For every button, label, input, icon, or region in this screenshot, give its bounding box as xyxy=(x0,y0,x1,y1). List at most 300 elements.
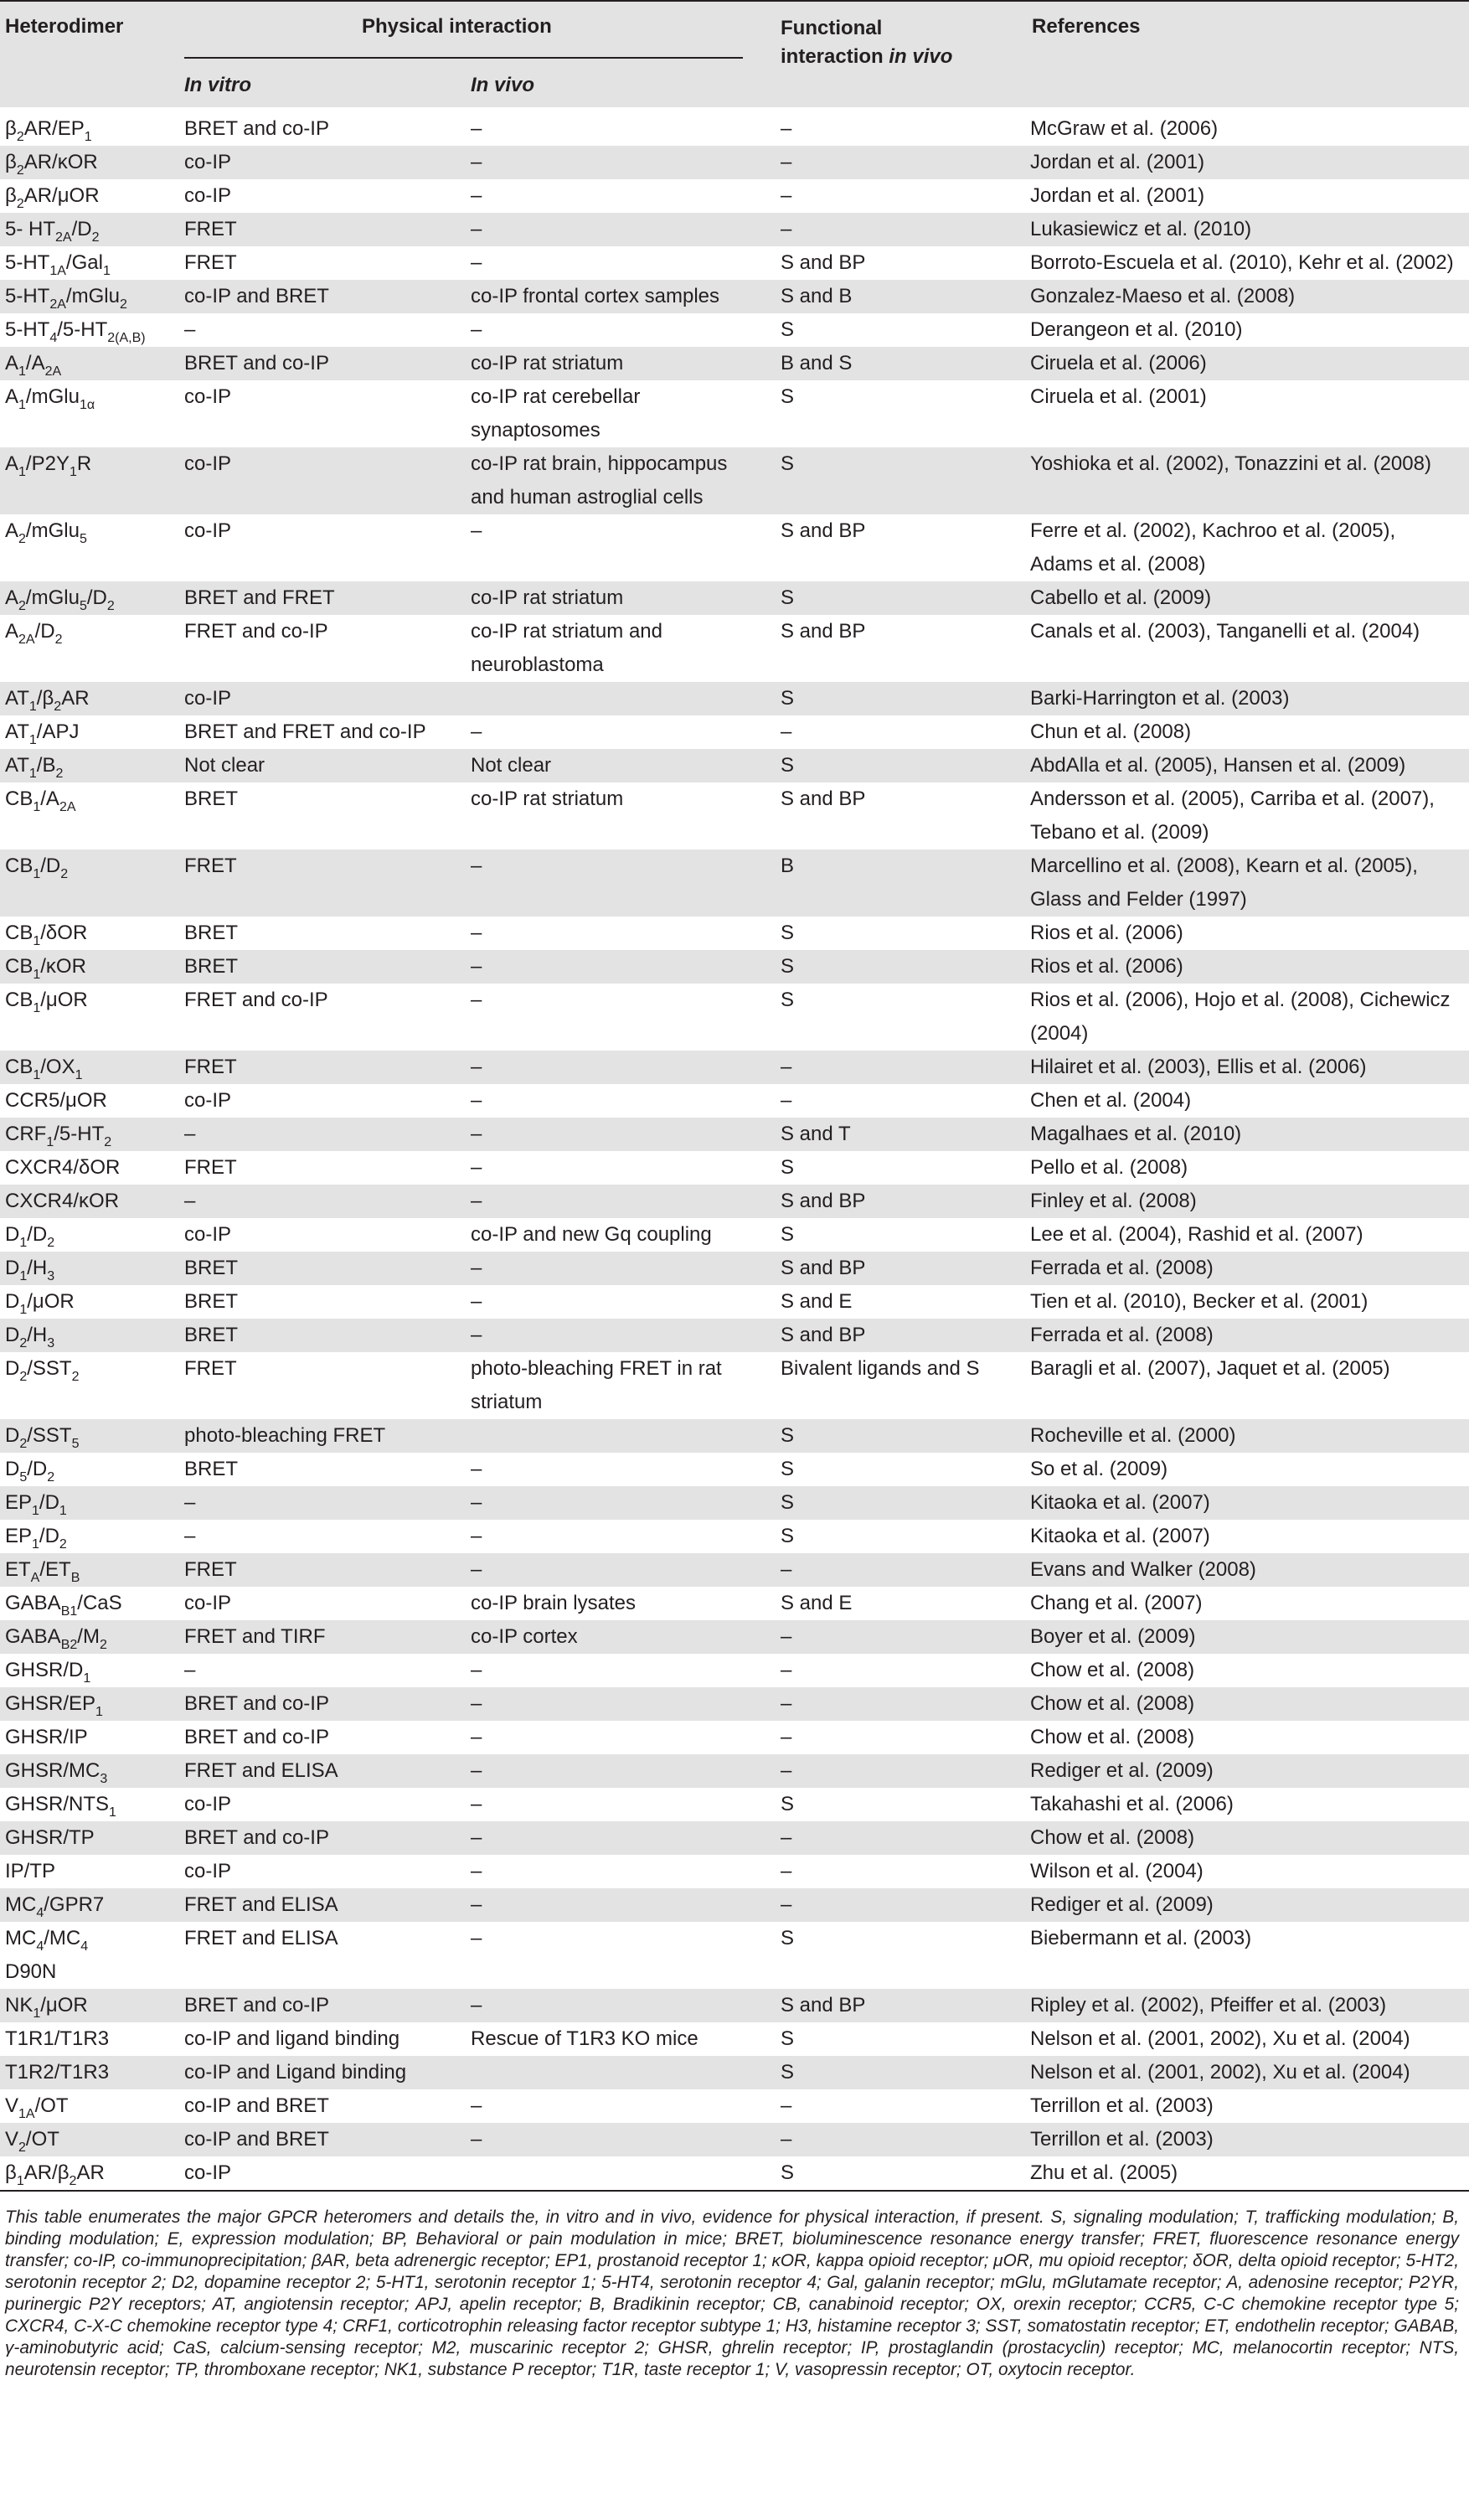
cell-references: Rios et al. (2006) xyxy=(1030,950,1469,984)
cell-references: Rocheville et al. (2000) xyxy=(1030,1419,1469,1453)
table-row xyxy=(0,615,1469,682)
cell-functional: S xyxy=(781,1223,795,1246)
table-row xyxy=(0,146,1469,179)
cell-in-vitro: BRET xyxy=(184,922,239,944)
cell-in-vitro: BRET and co-IP xyxy=(184,1726,329,1748)
cell-in-vivo: – xyxy=(471,146,781,179)
table-row xyxy=(0,1352,1469,1419)
cell-in-vitro: – xyxy=(184,318,196,341)
cell-heterodimer: CXCR4/δOR xyxy=(5,1156,121,1179)
table-header xyxy=(0,0,1469,107)
table-footnote: This table enumerates the major GPCR heteromers and details the, in vitro and in vivo, evidence for physical interaction, if present. S, signaling modulation; T, trafficking modulation; B, binding modulation; E, expression modulation; BP, Behavioral or pain modulation in mice; BRET, bioluminescence resonance energy transfer; FRET, fluorescence resonance energy transfer; co-IP, co-immunoprecipitation; βAR, beta adrenergic receptor; EP1, prostanoid receptor 1; κOR, kappa opioid receptor; μOR, mu opioid receptor; δOR, delta opioid receptor; 5-HT2, serotonin receptor 2; D2, dopamine receptor 2; 5-HT1, serotonin receptor 1; 5-HT4, serotonin receptor 4; Gal, galanin receptor; mGlu, mGlutamate receptor; A, adenosine receptor; P2YR, purinergic P2Y receptors; AT, angiotensin receptor; APJ, apelin receptor; B, Bradikinin receptor; CB, canabinoid receptor; OX, orexin receptor; CCR5, C-C chemokine receptor type 5; CXCR4, C-X-C chemokine receptor type 4; CRF1, corticotrophin releasing factor receptor subtype 1; H3, histamine receptor 3; SST, somatostatin receptor; ET, endothelin receptor; GABAB, γ-aminobutyric acid; CaS, calcium-sensing receptor; M2, muscarinic receptor 2; GHSR, ghrelin receptor; IP, prostaglandin (prostacyclin) receptor; MC, melanocortin receptor; NTS, neurotensin receptor; TP, thromboxane receptor; NK1, substance P receptor; T1R, taste receptor 1; V, vasopressin receptor; OT, oxytocin receptor. xyxy=(5,2208,1460,2379)
cell-references: Chow et al. (2008) xyxy=(1030,1687,1469,1721)
cell-in-vitro: FRET and co-IP xyxy=(184,989,328,1011)
cell-functional: S xyxy=(781,1927,795,1949)
heterodimer-table xyxy=(0,107,1469,2190)
cell-in-vivo: – xyxy=(471,2094,482,2117)
table-row xyxy=(0,1989,1469,2022)
table-row xyxy=(0,2089,1469,2123)
cell-in-vivo: co-IP and new Gq coupling xyxy=(471,1223,712,1246)
cell-functional: S xyxy=(781,1525,795,1547)
table-row xyxy=(0,347,1469,380)
cell-heterodimer: $5-HT_{2A}/mGlu_2$ xyxy=(0,280,184,313)
cell-heterodimer: $GABA_{B1}$/CaS xyxy=(5,1592,122,1619)
table-row xyxy=(0,1419,1469,1453)
cell-functional: S xyxy=(781,1486,1030,1520)
cell-in-vivo: co-IP rat brain, hippocampus and human astroglial cells xyxy=(471,447,781,514)
cell-in-vitro: co-IP xyxy=(184,385,232,408)
cell-heterodimer: CXCR4/κOR xyxy=(0,1185,184,1218)
table-row xyxy=(0,1319,1469,1352)
cell-functional: S and BP xyxy=(781,1319,1030,1352)
table-row xyxy=(0,1151,1469,1185)
cell-functional: – xyxy=(781,1687,1030,1721)
cell-references: Rios et al. (2006), Hojo et al. (2008), Cichewicz (2004) xyxy=(1030,989,1451,1045)
cell-references: Nelson et al. (2001, 2002), Xu et al. (2004) xyxy=(1030,2027,1410,2050)
cell-functional: S xyxy=(781,1793,795,1815)
cell-heterodimer: GHSR/TP xyxy=(0,1821,184,1855)
cell-references: Lee et al. (2004), Rashid et al. (2007) xyxy=(1030,1223,1363,1246)
cell-heterodimer: $D_1/H_3$ xyxy=(0,1252,184,1285)
table-row xyxy=(0,1218,1469,1252)
table-row xyxy=(0,1788,1469,1821)
cell-heterodimer: $\beta_1AR/\beta_2AR$ xyxy=(5,2161,105,2188)
cell-heterodimer: $A_2/mGlu_5/D_2$ xyxy=(0,581,184,615)
cell-heterodimer: T1R1/T1R3 xyxy=(5,2027,110,2050)
cell-in-vivo: – xyxy=(471,184,482,207)
table-row xyxy=(0,715,1469,749)
cell-in-vivo: – xyxy=(471,1793,482,1815)
cell-in-vivo: – xyxy=(471,117,482,140)
cell-heterodimer: $CB_1/OX_1$ xyxy=(0,1051,184,1084)
cell-functional: S xyxy=(781,2027,795,2050)
cell-functional: – xyxy=(781,1089,792,1112)
cell-references: Ripley et al. (2002), Pfeiffer et al. (2003) xyxy=(1030,1989,1469,2022)
cell-references: Magalhaes et al. (2010) xyxy=(1030,1118,1469,1151)
cell-heterodimer: $V_2/OT$ xyxy=(0,2123,184,2156)
cell-heterodimer: $NK_1$/μOR xyxy=(0,1989,184,2022)
cell-in-vivo xyxy=(471,1419,781,1453)
table-row xyxy=(0,950,1469,984)
cell-in-vivo: Not clear xyxy=(471,749,781,782)
cell-references: Chen et al. (2004) xyxy=(1030,1089,1192,1112)
cell-in-vitro: BRET xyxy=(184,788,239,810)
table-row xyxy=(0,1084,1469,1118)
table-row xyxy=(0,514,1469,581)
cell-functional: – xyxy=(781,1553,1030,1587)
cell-references: Jordan et al. (2001) xyxy=(1030,184,1205,207)
table-row xyxy=(0,1453,1469,1486)
cell-in-vitro: co-IP xyxy=(184,447,471,514)
cell-in-vitro: FRET xyxy=(184,849,471,917)
cell-heterodimer: $A_1/mGlu_{1\alpha}$ xyxy=(5,385,95,412)
cell-heterodimer: $D_2/H_3$ xyxy=(0,1319,184,1352)
cell-heterodimer: $ET_A/ET_B$ xyxy=(0,1553,184,1587)
cell-in-vitro: co-IP and BRET xyxy=(184,2123,471,2156)
cell-in-vitro: co-IP xyxy=(184,519,232,542)
table-row xyxy=(0,2123,1469,2156)
cell-in-vitro: co-IP and BRET xyxy=(184,280,471,313)
cell-functional: – xyxy=(781,1659,792,1681)
cell-functional: S xyxy=(781,2056,1030,2089)
cell-in-vivo: – xyxy=(471,1458,482,1480)
cell-in-vitro: FRET xyxy=(184,251,237,274)
cell-references: So et al. (2009) xyxy=(1030,1458,1168,1480)
cell-functional: – xyxy=(781,1821,1030,1855)
cell-functional: S and BP xyxy=(781,788,866,810)
cell-functional: S and E xyxy=(781,1592,853,1614)
cell-in-vitro: FRET xyxy=(184,213,471,246)
cell-in-vitro: co-IP xyxy=(184,1592,232,1614)
cell-in-vivo: – xyxy=(471,1754,781,1788)
cell-in-vivo: – xyxy=(471,251,482,274)
table-row xyxy=(0,2022,1469,2056)
cell-heterodimer: $D_1$/μOR xyxy=(5,1290,75,1317)
cell-functional: – xyxy=(781,117,792,140)
cell-references: Rediger et al. (2009) xyxy=(1030,1754,1469,1788)
cell-heterodimer: $D_2/SST_5$ xyxy=(0,1419,184,1453)
cell-heterodimer: $AT_1$/APJ xyxy=(5,720,80,747)
cell-references: Biebermann et al. (2003) xyxy=(1030,1927,1252,1949)
table-row xyxy=(0,984,1469,1051)
cell-in-vivo: – xyxy=(471,720,482,743)
cell-in-vivo: – xyxy=(471,1051,781,1084)
cell-references: Marcellino et al. (2008), Kearn et al. (2005), Glass and Felder (1997) xyxy=(1030,849,1469,917)
cell-heterodimer: $AT_1/B_2$ xyxy=(0,749,184,782)
cell-heterodimer: IP/TP xyxy=(5,1860,56,1882)
table-row xyxy=(0,2156,1469,2190)
cell-heterodimer: GHSR/$EP_1$ xyxy=(0,1687,184,1721)
table-row xyxy=(0,380,1469,447)
cell-heterodimer: $CB_1/D_2$ xyxy=(0,849,184,917)
table-row xyxy=(0,1051,1469,1084)
cell-heterodimer: $\beta_2AR$/κOR xyxy=(0,146,184,179)
cell-references: Ferrada et al. (2008) xyxy=(1030,1319,1469,1352)
cell-functional: S and BP xyxy=(781,519,866,542)
cell-references: Rediger et al. (2009) xyxy=(1030,1888,1469,1922)
header-heterodimer: Heterodimer xyxy=(5,15,124,38)
cell-references: Chow et al. (2008) xyxy=(1030,1726,1195,1748)
cell-in-vitro: co-IP and ligand binding xyxy=(184,2027,400,2050)
cell-in-vivo: – xyxy=(471,1659,482,1681)
cell-in-vitro: BRET xyxy=(184,1458,239,1480)
cell-references: Chow et al. (2008) xyxy=(1030,1821,1469,1855)
cell-functional: S xyxy=(781,950,1030,984)
cell-references: Chun et al. (2008) xyxy=(1030,720,1192,743)
cell-references: Tien et al. (2010), Becker et al. (2001) xyxy=(1030,1290,1368,1313)
cell-heterodimer: $D_5/D_2$ xyxy=(5,1458,55,1485)
cell-references: Baragli et al. (2007), Jaquet et al. (2005) xyxy=(1030,1357,1390,1380)
cell-functional: B xyxy=(781,849,1030,917)
cell-in-vivo: – xyxy=(471,1252,781,1285)
cell-functional: – xyxy=(781,720,792,743)
table-row xyxy=(0,1118,1469,1151)
cell-functional: S and E xyxy=(781,1290,853,1313)
cell-in-vitro: BRET and FRET xyxy=(184,581,471,615)
cell-heterodimer: $GABA_{B2}/M_2$ xyxy=(0,1620,184,1654)
cell-references: Chow et al. (2008) xyxy=(1030,1659,1195,1681)
cell-references: Ciruela et al. (2001) xyxy=(1030,385,1207,408)
cell-in-vivo: photo-bleaching FRET in rat striatum xyxy=(471,1357,722,1413)
table-row xyxy=(0,581,1469,615)
cell-functional: S xyxy=(781,581,1030,615)
cell-functional: S xyxy=(781,922,795,944)
cell-references: Borroto-Escuela et al. (2010), Kehr et al. (2002) xyxy=(1030,251,1454,274)
cell-in-vivo: co-IP rat striatum and neuroblastoma xyxy=(471,620,662,676)
cell-in-vivo: – xyxy=(471,1486,781,1520)
table-row xyxy=(0,1654,1469,1687)
cell-functional: S xyxy=(781,989,795,1011)
table-row xyxy=(0,213,1469,246)
cell-in-vivo xyxy=(471,2156,781,2190)
cell-functional: S xyxy=(781,1419,1030,1453)
cell-functional: S and BP xyxy=(781,251,866,274)
cell-heterodimer: $A_1/A_{2A}$ xyxy=(0,347,184,380)
cell-references: Terrillon et al. (2003) xyxy=(1030,2123,1469,2156)
table-row xyxy=(0,1252,1469,1285)
cell-heterodimer: $D_2/SST_2$ xyxy=(5,1357,80,1384)
header-in-vitro: In vitro xyxy=(184,74,252,96)
table-row xyxy=(0,1587,1469,1620)
cell-in-vitro: – xyxy=(184,1659,196,1681)
cell-references: Gonzalez-Maeso et al. (2008) xyxy=(1030,280,1469,313)
cell-references: Boyer et al. (2009) xyxy=(1030,1620,1469,1654)
cell-in-vivo: co-IP cortex xyxy=(471,1620,781,1654)
table-row xyxy=(0,280,1469,313)
cell-references: Kitaoka et al. (2007) xyxy=(1030,1525,1210,1547)
cell-heterodimer: $A_2/mGlu_5$ xyxy=(5,519,87,546)
cell-functional: S xyxy=(781,2161,795,2184)
table-row xyxy=(0,447,1469,514)
cell-in-vivo: – xyxy=(471,2123,781,2156)
cell-in-vitro: co-IP xyxy=(184,146,471,179)
cell-functional: – xyxy=(781,1754,1030,1788)
cell-heterodimer: $\beta_2AR$/μOR xyxy=(5,184,100,211)
table-row xyxy=(0,246,1469,280)
cell-in-vitro: BRET and co-IP xyxy=(184,1989,471,2022)
cell-in-vivo: – xyxy=(471,1821,781,1855)
table-row xyxy=(0,782,1469,849)
cell-in-vivo: – xyxy=(471,1888,781,1922)
cell-in-vivo: – xyxy=(471,318,482,341)
cell-in-vitro: BRET and FRET and co-IP xyxy=(184,720,426,743)
cell-in-vivo: – xyxy=(471,1185,781,1218)
cell-functional: S xyxy=(781,749,1030,782)
cell-references: Cabello et al. (2009) xyxy=(1030,581,1469,615)
cell-references: Hilairet et al. (2003), Ellis et al. (2006) xyxy=(1030,1051,1469,1084)
cell-references: Ferrada et al. (2008) xyxy=(1030,1252,1469,1285)
table-row xyxy=(0,1721,1469,1754)
cell-references: Rios et al. (2006) xyxy=(1030,922,1183,944)
cell-heterodimer: $AT_1/\beta_2AR$ xyxy=(0,682,184,715)
cell-references: Jordan et al. (2001) xyxy=(1030,146,1469,179)
cell-in-vitro: FRET and ELISA xyxy=(184,1927,338,1949)
table-row xyxy=(0,1888,1469,1922)
cell-in-vitro: co-IP xyxy=(184,1860,232,1882)
cell-in-vitro: BRET xyxy=(184,1290,239,1313)
table-row xyxy=(0,1285,1469,1319)
cell-heterodimer: $CRF_1/5-HT_2$ xyxy=(0,1118,184,1151)
cell-functional: S xyxy=(781,1156,795,1179)
cell-in-vivo: – xyxy=(471,950,781,984)
cell-in-vitro: co-IP and BRET xyxy=(184,2094,329,2117)
cell-in-vitro: co-IP xyxy=(184,1223,232,1246)
cell-in-vitro: co-IP xyxy=(184,2161,232,2184)
cell-in-vivo: co-IP frontal cortex samples xyxy=(471,280,781,313)
cell-in-vivo: – xyxy=(471,922,482,944)
cell-functional: – xyxy=(781,2094,792,2117)
cell-functional: S and B xyxy=(781,280,1030,313)
cell-heterodimer: $A_1/P2Y_1R$ xyxy=(0,447,184,514)
cell-functional: S and BP xyxy=(781,1989,1030,2022)
cell-in-vivo: – xyxy=(471,1927,482,1949)
cell-in-vivo: – xyxy=(471,519,482,542)
cell-in-vitro: co-IP xyxy=(184,184,232,207)
cell-references: Terrillon et al. (2003) xyxy=(1030,2094,1214,2117)
cell-in-vitro: BRET and co-IP xyxy=(184,347,471,380)
cell-references: Lukasiewicz et al. (2010) xyxy=(1030,213,1469,246)
cell-in-vitro: FRET xyxy=(184,1553,471,1587)
cell-functional: – xyxy=(781,146,1030,179)
cell-in-vitro: BRET and co-IP xyxy=(184,117,329,140)
cell-references: Barki-Harrington et al. (2003) xyxy=(1030,682,1469,715)
cell-heterodimer: GHSR/$MC_3$ xyxy=(0,1754,184,1788)
cell-in-vivo: – xyxy=(471,1319,781,1352)
table-row xyxy=(0,1553,1469,1587)
cell-in-vitro: BRET xyxy=(184,1319,471,1352)
cell-functional: S and BP xyxy=(781,1185,1030,1218)
cell-functional: S and T xyxy=(781,1118,1030,1151)
cell-references: Evans and Walker (2008) xyxy=(1030,1553,1469,1587)
cell-in-vitro: – xyxy=(184,1185,471,1218)
cell-heterodimer: $5-HT_{1A}/Gal_1$ xyxy=(5,251,111,278)
cell-heterodimer: $CB_1$/κOR xyxy=(0,950,184,984)
cell-references: Nelson et al. (2001, 2002), Xu et al. (2004) xyxy=(1030,2056,1469,2089)
cell-in-vitro: FRET and co-IP xyxy=(184,620,328,643)
cell-references: Canals et al. (2003), Tanganelli et al. (2004) xyxy=(1030,620,1420,643)
cell-in-vitro: BRET xyxy=(184,1252,471,1285)
cell-in-vitro: BRET and co-IP xyxy=(184,1821,471,1855)
cell-in-vivo: co-IP rat striatum xyxy=(471,347,781,380)
table-row xyxy=(0,1922,1469,1989)
cell-heterodimer: $5-HT_4/5-HT_{2(A,B)}$ xyxy=(5,318,146,345)
cell-in-vitro: BRET and co-IP xyxy=(184,1687,471,1721)
table-row xyxy=(0,1620,1469,1654)
header-physical-interaction: Physical interaction xyxy=(362,15,552,38)
header-subrule xyxy=(184,57,743,59)
cell-functional: S and BP xyxy=(781,1252,1030,1285)
cell-heterodimer: $V_{1A}/OT$ xyxy=(5,2094,69,2121)
cell-heterodimer: $CB_1$/μOR xyxy=(5,989,88,1015)
cell-functional: – xyxy=(781,184,792,207)
cell-functional: – xyxy=(781,1620,1030,1654)
cell-references: Kitaoka et al. (2007) xyxy=(1030,1486,1469,1520)
cell-functional: S xyxy=(781,682,1030,715)
table-row xyxy=(0,682,1469,715)
cell-functional: S xyxy=(781,318,795,341)
cell-in-vivo: – xyxy=(471,1290,482,1313)
cell-references: Zhu et al. (2005) xyxy=(1030,2161,1178,2184)
cell-in-vivo: – xyxy=(471,989,482,1011)
cell-references: Takahashi et al. (2006) xyxy=(1030,1793,1234,1815)
table-row xyxy=(0,849,1469,917)
cell-heterodimer: $MC_4/MC_4$ D90N xyxy=(5,1927,89,1983)
table-row xyxy=(0,1855,1469,1888)
cell-references: Ferre et al. (2002), Kachroo et al. (2005), Adams et al. (2008) xyxy=(1030,519,1396,576)
cell-in-vitro: FRET xyxy=(184,1156,237,1179)
cell-functional: S xyxy=(781,1458,795,1480)
cell-in-vivo: – xyxy=(471,1989,781,2022)
cell-in-vitro: co-IP and Ligand binding xyxy=(184,2056,471,2089)
table-row xyxy=(0,107,1469,146)
top-rule xyxy=(0,0,1469,2)
cell-functional: S and BP xyxy=(781,620,866,643)
cell-heterodimer: $A_{2A}/D_2$ xyxy=(5,620,63,647)
cell-in-vivo: – xyxy=(471,1553,781,1587)
table-row xyxy=(0,179,1469,213)
cell-functional: Bivalent ligands and S xyxy=(781,1357,980,1380)
cell-functional: – xyxy=(781,1051,1030,1084)
cell-in-vivo: – xyxy=(471,1525,482,1547)
cell-functional: – xyxy=(781,1860,792,1882)
cell-references: Wilson et al. (2004) xyxy=(1030,1860,1204,1882)
cell-in-vitro: photo-bleaching FRET xyxy=(184,1419,471,1453)
table-row xyxy=(0,1486,1469,1520)
cell-in-vitro: co-IP xyxy=(184,682,471,715)
cell-functional: – xyxy=(781,1888,1030,1922)
header-in-vivo: In vivo xyxy=(471,74,535,96)
cell-in-vivo: – xyxy=(471,1726,482,1748)
cell-in-vivo: co-IP rat cerebellar synaptosomes xyxy=(471,385,641,442)
cell-functional: B and S xyxy=(781,347,1030,380)
cell-heterodimer: $D_1/D_2$ xyxy=(5,1223,55,1250)
cell-in-vivo xyxy=(471,2056,781,2089)
cell-in-vivo xyxy=(471,682,781,715)
cell-references: Ciruela et al. (2006) xyxy=(1030,347,1469,380)
cell-heterodimer: $\beta_2AR/EP_1$ xyxy=(5,117,92,144)
cell-heterodimer: T1R2/T1R3 xyxy=(0,2056,184,2089)
cell-references: Pello et al. (2008) xyxy=(1030,1156,1188,1179)
cell-in-vivo: – xyxy=(471,849,781,917)
table-row xyxy=(0,749,1469,782)
table-row xyxy=(0,1754,1469,1788)
table-row xyxy=(0,1185,1469,1218)
cell-references: Yoshioka et al. (2002), Tonazzini et al. (2008) xyxy=(1030,447,1469,514)
cell-in-vitro: BRET xyxy=(184,950,471,984)
cell-in-vivo: co-IP rat striatum xyxy=(471,581,781,615)
cell-references: Derangeon et al. (2010) xyxy=(1030,318,1243,341)
cell-in-vitro: – xyxy=(184,1525,196,1547)
header-functional: Functional xyxy=(781,17,883,39)
cell-in-vitro: FRET and ELISA xyxy=(184,1888,471,1922)
cell-in-vitro: FRET xyxy=(184,1357,237,1380)
cell-functional: – xyxy=(781,1726,792,1748)
cell-references: Chang et al. (2007) xyxy=(1030,1592,1203,1614)
cell-in-vitro: Not clear xyxy=(184,749,471,782)
cell-references: AbdAlla et al. (2005), Hansen et al. (2009) xyxy=(1030,749,1469,782)
table-row xyxy=(0,2056,1469,2089)
cell-heterodimer: GHSR/$D_1$ xyxy=(5,1659,91,1686)
cell-heterodimer: GHSR/$NTS_1$ xyxy=(5,1793,116,1820)
cell-in-vitro: – xyxy=(184,1486,471,1520)
cell-in-vivo: co-IP brain lysates xyxy=(471,1592,636,1614)
cell-references: McGraw et al. (2006) xyxy=(1030,117,1219,140)
cell-functional: S xyxy=(781,447,1030,514)
table-row xyxy=(0,1821,1469,1855)
cell-heterodimer: GHSR/IP xyxy=(5,1726,88,1748)
cell-heterodimer: 5- $HT_{2A}/D_2$ xyxy=(0,213,184,246)
table-row xyxy=(0,917,1469,950)
